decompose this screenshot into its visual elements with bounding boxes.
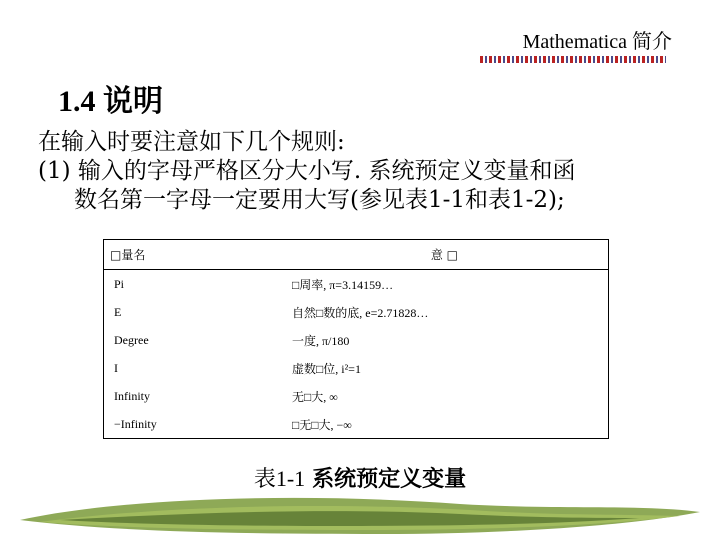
cell-name: E: [114, 304, 122, 319]
cell-meaning: 自然□数的底, e=2.71828…: [292, 305, 429, 320]
cell-name: I: [114, 360, 118, 375]
cell-name: Pi: [114, 276, 125, 291]
footer-brush-decoration: [0, 490, 720, 540]
cell-name: −Infinity: [114, 416, 157, 431]
caption-prefix: 表1-1: [253, 466, 306, 491]
header-variable-name: □量名: [104, 240, 283, 270]
header-meaning: 意 □: [282, 240, 609, 270]
table-header-row: [104, 240, 609, 270]
header-rule-decoration: [480, 56, 666, 63]
variables-table: [103, 239, 609, 439]
table-caption: [0, 462, 720, 493]
table-row: [104, 410, 609, 439]
table-row: [104, 270, 609, 299]
cell-name: Infinity: [114, 388, 150, 403]
cell-name: Degree: [114, 332, 149, 347]
body-line-1: 在输入时要注意如下几个规则:: [38, 129, 345, 155]
cell-meaning: 虚数□位, i²=1: [292, 361, 361, 376]
body-text: [38, 128, 698, 215]
cell-meaning: □周率, π=3.14159…: [292, 277, 394, 292]
table-row: [104, 382, 609, 410]
section-title: 1.4 说明: [58, 85, 163, 118]
table-row: [104, 298, 609, 326]
cell-meaning: 无□大, ∞: [292, 389, 338, 404]
cell-meaning: 一度, π/180: [292, 333, 350, 348]
cell-meaning: □无□大, −∞: [292, 417, 352, 432]
table-row: [104, 354, 609, 382]
table-row: [104, 326, 609, 354]
body-line-3: 数名第一字母一定要用大写(参见表1-1和表1-2);: [74, 187, 565, 213]
header-title: Mathematica 简介: [522, 31, 672, 53]
body-line-2: (1) 输入的字母严格区分大小写. 系统预定义变量和函: [38, 158, 576, 184]
caption-text: 系统预定义变量: [312, 466, 467, 492]
